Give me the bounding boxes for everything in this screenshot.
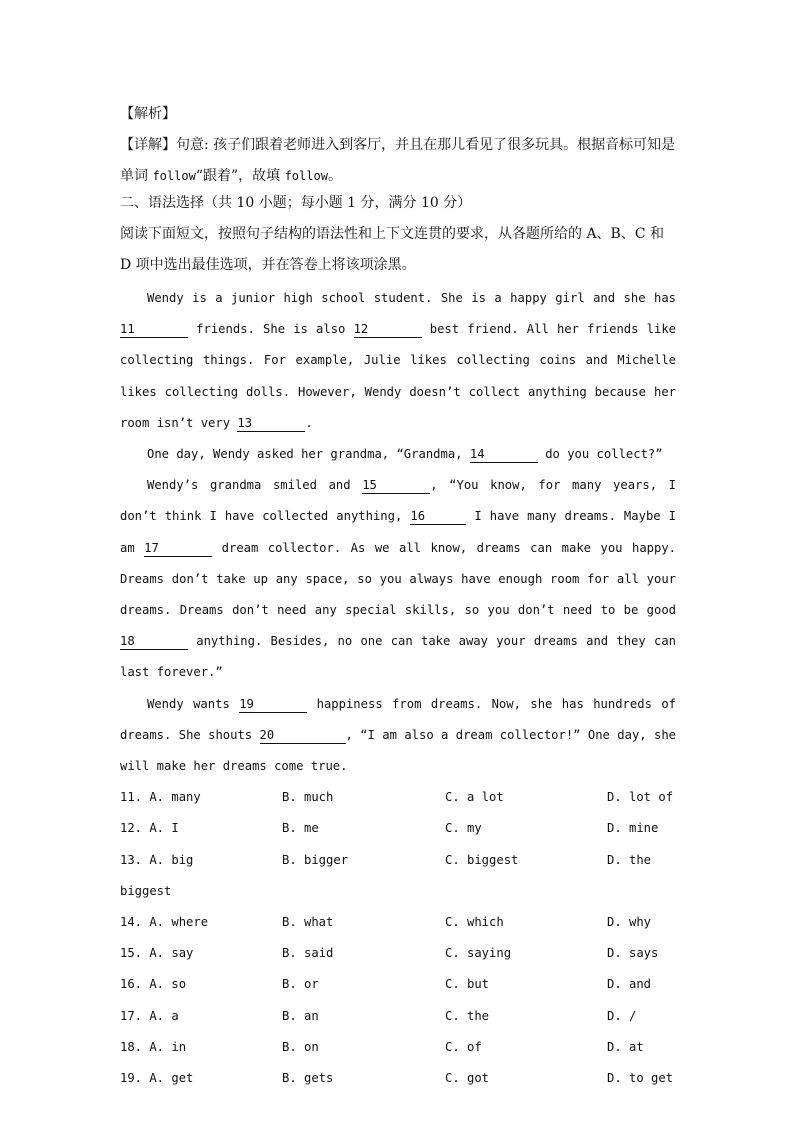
question-15 (120, 938, 676, 969)
option-c: C. the (445, 1008, 490, 1023)
question-13-option-d-wrap: biggest (120, 883, 172, 898)
passage-paragraph-3 (120, 470, 676, 688)
option-d: D. and (607, 977, 652, 992)
blank-11: 11 (120, 322, 188, 338)
passage-text: do you collect?” (537, 447, 663, 462)
option-a: 13. A. big (120, 852, 194, 867)
option-a: 18. A. in (120, 1039, 187, 1054)
passage-text: Wendy is a junior high school student. She is a happy girl and she has (147, 291, 676, 305)
blank-16: 16 (410, 509, 466, 525)
option-b: B. what (282, 915, 334, 929)
passage-text: dream collector. As we all know, dreams can make you happy. Dreams don’t take up any space, so you always have enough room for all your dreams. Dreams don’t need any special skills, so you don’t need to be good (120, 540, 677, 618)
blank-17: 17 (144, 541, 212, 557)
answer-word: follow (152, 169, 196, 183)
question-18 (120, 1032, 676, 1063)
option-d: D. says (607, 946, 659, 961)
option-d: D. the (607, 852, 652, 867)
question-19 (120, 1063, 676, 1094)
passage-text: . (305, 415, 313, 430)
passage-text: friends. She is also (188, 322, 354, 337)
blank-19: 19 (239, 697, 307, 713)
option-a: 11. A. many (120, 790, 201, 805)
option-b: B. bigger (282, 852, 349, 867)
option-b: B. me (282, 821, 319, 836)
option-c: C. biggest (445, 852, 519, 867)
question-16 (120, 969, 676, 1000)
answer-word: follow (284, 169, 328, 183)
analysis-heading: 【解析】 (120, 106, 176, 122)
passage-text: Wendy’s grandma smiled and (147, 478, 363, 493)
option-b: B. an (282, 1008, 319, 1023)
option-c: C. but (445, 977, 490, 992)
option-b: B. much (282, 790, 334, 805)
option-b: B. said (282, 946, 334, 961)
option-a: 14. A. where (120, 915, 209, 929)
detail-text: 。 (327, 168, 342, 184)
option-c: C. of (445, 1039, 482, 1054)
blank-18: 18 (120, 634, 188, 650)
option-a: 17. A. a (120, 1008, 179, 1023)
detail-text: 单词 (120, 168, 153, 184)
options-list (120, 782, 676, 1094)
blank-13: 13 (237, 416, 305, 432)
option-c: C. saying (445, 946, 512, 961)
blank-15: 15 (362, 478, 430, 494)
option-d: D. mine (607, 821, 659, 836)
passage-text: best friend. All her friends like collecting things. For example, Julie likes collecting coins and Michelle likes collecting dolls. However, Wendy doesn’t collect anything because her room isn’t very (120, 322, 676, 430)
question-14 (120, 907, 676, 938)
option-c: C. a lot (445, 790, 504, 805)
detail-text: “跟着”，故填 (195, 168, 285, 184)
passage-text: One day, Wendy asked her grandma, “Grandma, (147, 447, 470, 462)
question-17 (120, 1001, 676, 1032)
option-c: C. got (445, 1070, 490, 1085)
blank-20: 20 (260, 728, 346, 744)
section-instructions: 阅读下面短文，按照句子结构的语法性和上下文连贯的要求，从各题所给的 A、B、C 和 D 项中选出最佳选项，并在答卷上将该项涂黑。 (120, 226, 665, 273)
option-d: D. / (607, 1008, 637, 1023)
passage-text: anything. Besides, no one can take away your dreams and they can last forever.” (120, 634, 676, 680)
option-a: 19. A. get (120, 1070, 194, 1085)
analysis-detail-line-1: 【详解】句意: 孩子们跟着老师进入到客厅，并且在那儿看见了很多玩具。根据音标可知是 (120, 137, 676, 153)
option-a: 12. A. I (120, 821, 179, 836)
option-a: 16. A. so (120, 977, 187, 992)
option-c: C. my (445, 821, 482, 836)
option-d: D. at (607, 1039, 644, 1054)
passage-text: , “You know, for many years, I don’t think I have collected anything, (120, 478, 676, 524)
blank-14: 14 (470, 447, 538, 463)
option-d: D. to get (607, 1070, 674, 1085)
section-title: 二、语法选择（共 10 小题；每小题 1 分，满分 10 分） (120, 195, 472, 211)
passage-paragraph-4 (120, 689, 676, 783)
passage-text: happiness from dreams. Now, she has hundreds of dreams. She shouts (120, 696, 676, 742)
passage-paragraph-1 (120, 283, 676, 439)
document-page (120, 100, 676, 1094)
option-b: B. on (282, 1039, 319, 1054)
analysis-detail-line-2 (120, 165, 676, 187)
passage-text: Wendy wants (147, 696, 240, 711)
option-a: 15. A. say (120, 946, 194, 961)
passage-text: I have many dreams. Maybe I am (120, 509, 676, 555)
question-12 (120, 813, 676, 844)
option-d: D. why (607, 915, 652, 929)
question-13 (120, 845, 676, 876)
passage (120, 283, 676, 782)
option-b: B. gets (282, 1070, 334, 1085)
option-c: C. which (445, 915, 504, 929)
blank-12: 12 (354, 322, 422, 338)
option-d: D. lot of (607, 790, 674, 805)
passage-text: , “I am also a dream collector!” One day, she will make her dreams come true. (120, 727, 676, 774)
option-b: B. or (282, 977, 319, 992)
question-11 (120, 782, 676, 813)
passage-paragraph-2 (120, 439, 676, 470)
